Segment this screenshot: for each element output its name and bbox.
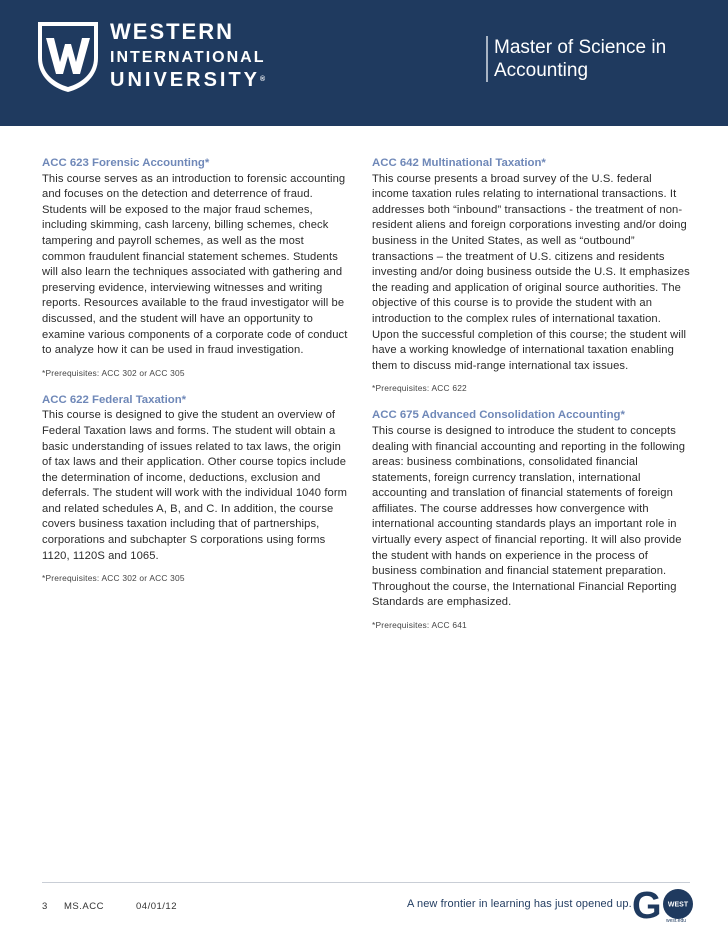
- course-title: ACC 622 Federal Taxation*: [42, 393, 187, 406]
- program-title-line1: Master of Science in: [494, 37, 667, 58]
- course-acc-622: [42, 393, 350, 585]
- page-header: [0, 0, 728, 126]
- footer-divider: [42, 882, 690, 883]
- course-title: ACC 623 Forensic Accounting*: [42, 157, 210, 169]
- course-acc-642: [372, 156, 690, 394]
- header-divider: [486, 36, 488, 82]
- course-acc-675: [372, 408, 690, 631]
- course-prerequisites: *Prerequisites: ACC 622: [372, 383, 467, 394]
- right-column: [372, 156, 690, 645]
- trademark-symbol: ®: [260, 76, 266, 83]
- go-west-logo-icon: [632, 882, 696, 926]
- document-date: 04/01/12: [136, 901, 177, 912]
- go-logo-site: west.edu: [666, 918, 687, 924]
- go-logo-badge: WEST: [667, 901, 689, 909]
- course-title: ACC 675 Advanced Consolidation Accounting*: [372, 409, 625, 422]
- course-acc-623: [42, 156, 350, 379]
- course-description: This course serves as an introduction to forensic accounting and focuses on the detection and deterrence of fraud. Students will be exposed to the major fraud schemes, including skimming, cash larceny, billing schemes, check tampering and payroll schemes, as well as the most common fraudulent financial statement schemes. Students will also learn the techniques associated with gathering and preserving evidence, interviewing witnesses and writing reports. Resources available to the fraud investigator will be discussed, and the student will have an opportunity to examine various components of a corporate code of conduct to analyze how it can be used in fraud investigation.: [42, 172, 348, 357]
- document-code: MS.ACC: [64, 901, 104, 912]
- course-prerequisites: *Prerequisites: ACC 302 or ACC 305: [42, 367, 185, 378]
- go-logo-letter: G: [632, 885, 662, 926]
- course-prerequisites: *Prerequisites: ACC 641: [372, 620, 467, 631]
- program-title-line2: Accounting: [494, 60, 589, 81]
- wordmark-line-university: [110, 69, 265, 91]
- left-column: [42, 156, 350, 598]
- course-description: This course is designed to introduce the student to concepts dealing with financial accounting and reporting in the following areas: business combinations, consolidated financial statements, foreign currency translation, international accounting and translation of financial statements of foreign affiliates. The course addresses how convergence with international accounting standards plays an important role in virtually every aspect of financial reporting. It will also provide the student with hands on experience in the process of business combination and financial statement preparation. Throughout the course, the International Financial Reporting Standards are emphasized.: [372, 424, 686, 609]
- page-number: 3: [42, 901, 48, 912]
- wordmark-line-international: INTERNATIONAL: [110, 49, 266, 66]
- course-description: This course presents a broad survey of the U.S. federal income taxation rules relating to international transactions. It addresses both “inbound” transactions - the treatment of non-resident aliens and foreign corporations investing and/or doing business in the United States, as well as “outbound” transactions – the treatment of U.S. citizens and residents investing and/or doing business outside the U.S. It emphasizes the reading and application of original source authorities. The objective of this course is to provide the student with an introduction to the complex rules of international taxation. Upon the successful completion of this course; the student will have a working knowledge of international taxation enabling them to discuss mid-range international tax issues.: [372, 172, 690, 372]
- course-description: This course is designed to give the student an overview of Federal Taxation laws and forms. The student will obtain a basic understanding of issues related to tax laws, the origin of tax laws and their application. Other course topics include the determination of income, deductions, exclusion and deferrals. The student will work with the individual 1040 form and related schedules A, B, and C. In addition, the course covers business taxation including that of partnerships, corporations and subchapter S corporations using forms 1120, 1120S and 1065.: [42, 409, 348, 562]
- course-title: ACC 642 Multinational Taxation*: [372, 157, 546, 169]
- footer-tagline: A new frontier in learning has just opened up.: [407, 898, 632, 910]
- program-title: [494, 36, 666, 82]
- course-prerequisites: *Prerequisites: ACC 302 or ACC 305: [42, 573, 185, 584]
- wordmark-line-western: WESTERN: [110, 19, 234, 44]
- wordmark-university-text: UNIVERSITY: [110, 69, 261, 91]
- university-shield-logo-icon: [34, 18, 102, 94]
- university-wordmark: [110, 20, 265, 91]
